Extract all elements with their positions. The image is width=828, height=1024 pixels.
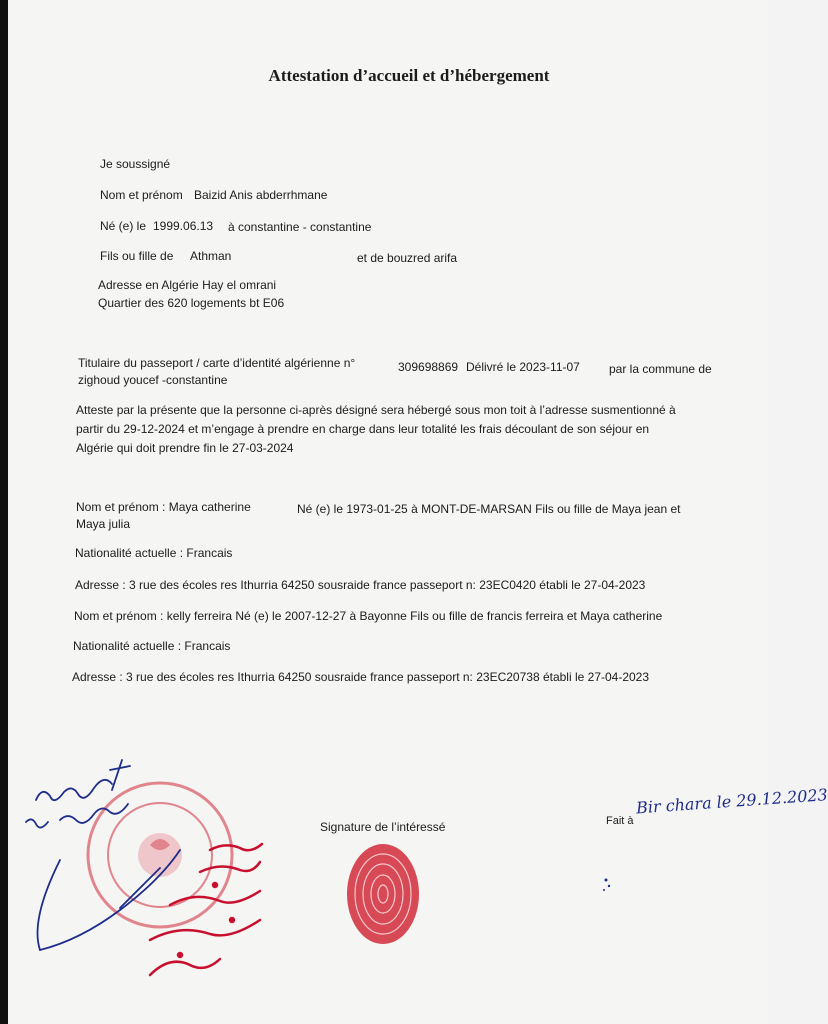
guest1-address: Adresse : 3 rue des écoles res Ithurria 64250 sousraide france passeport n: 23EC0420 établi le 27-04-2023	[75, 578, 646, 592]
host-father: Athman	[190, 249, 232, 263]
attest-line3: Algérie qui doit prendre fin le 27-03-2024	[76, 441, 294, 455]
attest-line2: partir du 29-12-2024 et m’engage à prendre en charge dans leur totalité les frais découlant de son séjour en	[76, 422, 650, 436]
official-stamp-icon	[88, 783, 232, 927]
passport-label: Titulaire du passeport / carte d’identité algérienne n°	[78, 356, 356, 370]
passport-by-commune: par la commune de	[609, 362, 712, 376]
guest2-name-line: Nom et prénom : kelly ferreira Né (e) le 2007-12-27 à Bayonne Fils ou fille de francis ferreira et Maya catherine	[74, 609, 663, 623]
guest1-birth: Né (e) le 1973-01-25 à MONT-DE-MARSAN Fils ou fille de Maya jean et	[297, 502, 681, 516]
passport-issued: Délivré le 2023-11-07	[466, 360, 580, 374]
fait-label: Fait à	[606, 815, 634, 827]
passport-commune: zighoud youcef -constantine	[78, 373, 228, 387]
host-parent-label: Fils ou fille de	[100, 249, 174, 263]
document-title: Attestation d’accueil et d’hébergement	[268, 66, 550, 85]
guest2-address: Adresse : 3 rue des écoles res Ithurria 64250 sousraide france passeport n: 23EC20738 établi le 27-04-2023	[72, 670, 650, 684]
host-birth-label: Né (e) le	[100, 219, 147, 233]
host-name-label: Nom et prénom	[100, 188, 183, 202]
host-name-value: Baizid Anis abderrhmane	[194, 188, 328, 202]
ink-mark-icon	[603, 879, 610, 892]
host-birth-date: 1999.06.13	[153, 219, 214, 233]
host-birth-place: à constantine - constantine	[228, 220, 372, 234]
passport-number: 309698869	[398, 360, 459, 374]
fait-handwritten: Bir chara le 29.12.2023	[635, 785, 828, 818]
intro-text: Je soussigné	[100, 157, 171, 171]
guest1-name: Nom et prénom : Maya catherine	[76, 500, 251, 514]
guest1-nationality: Nationalité actuelle : Francais	[75, 546, 233, 560]
guest1-birth-cont: Maya julia	[76, 517, 131, 531]
host-address-line1: Adresse en Algérie Hay el omrani	[98, 278, 277, 292]
attest-line1: Atteste par la présente que la personne ci-après désigné sera hébergé sous mon toit à l’adresse susmentionné à	[76, 403, 676, 417]
host-address-line2: Quartier des 620 logements bt E06	[98, 296, 285, 310]
signature-label: Signature de l’intéressé	[320, 820, 446, 834]
host-mother: et de bouzred arifa	[357, 251, 458, 265]
guest2-nationality: Nationalité actuelle : Francais	[73, 639, 231, 653]
fingerprint-icon	[347, 844, 419, 944]
